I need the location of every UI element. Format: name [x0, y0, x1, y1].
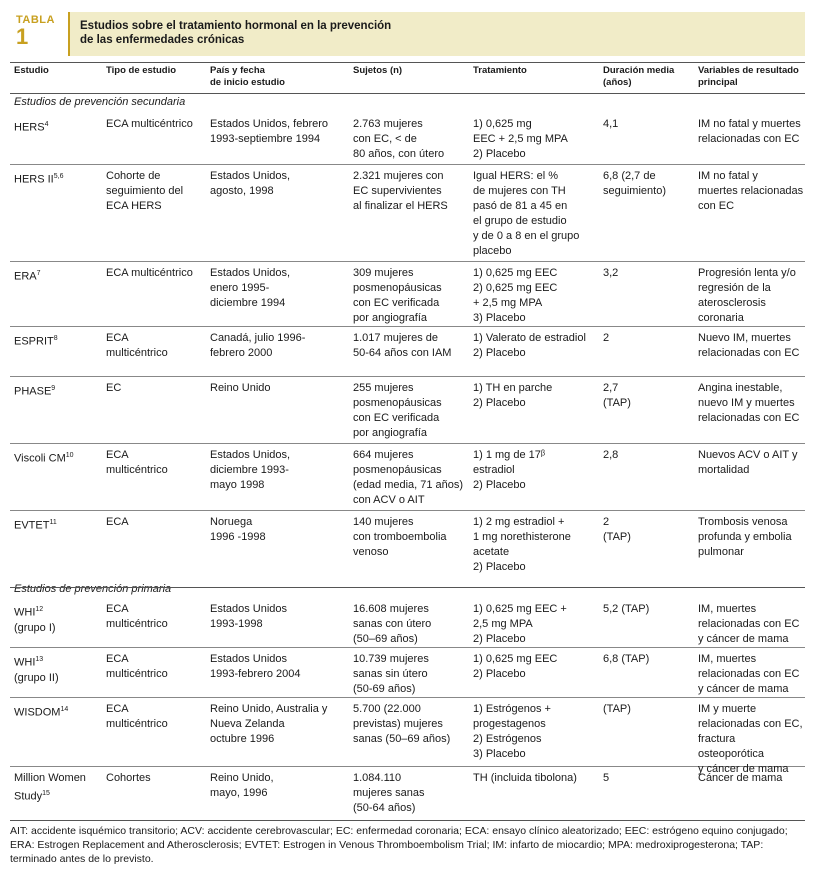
cell-sujetos: 1.017 mujeres de 50-64 años con IAM	[353, 332, 452, 359]
cell-pais: Reino Unido, Australia y Nueva Zelanda octubre 1996	[210, 703, 328, 745]
cell-tratamiento: 1) 0,625 mg EEC + 2,5 mg MPA 2) Placebo	[473, 603, 567, 645]
cell-sujetos: 140 mujeres con tromboembolia venoso	[353, 516, 447, 558]
footnote: AIT: accidente isquémico transitorio; ACV: accidente cerebrovascular; EC: enfermedad coronaria; ECA: ensayo clínico aleatorizado; EEC: estrógeno equino conjugado; ERA: Estrogen Replacement and Atherosclerosis; EVTET: Estrogen in Venous Thromboembolism Trial; IM: infarto de miocardio; MPA: medroxiprogesterona; TAP: terminado antes de lo previsto.	[10, 825, 788, 865]
cell-pais: Estados Unidos, enero 1995- diciembre 1994	[210, 267, 291, 309]
cell-tratamiento: Igual HERS: el % de mujeres con TH pasó de 81 a 45 en el grupo de estudio y de 0 a 8 en el grupo placebo	[473, 170, 580, 257]
study-name: WISDOM	[14, 706, 61, 719]
col-variables: Variables de resultado principal	[698, 65, 799, 88]
cell-tipo: ECA multicéntrico	[106, 118, 193, 130]
table-row	[10, 597, 805, 648]
cell-sujetos: 309 mujeres posmenopáusicas con EC verificada por angiografía	[353, 267, 442, 324]
cell-pais: Noruega 1996 -1998	[210, 516, 266, 543]
cell-sujetos: 2.321 mujeres con EC supervivientes al finalizar el HERS	[353, 170, 448, 212]
cell-pais: Estados Unidos 1993-febrero 2004	[210, 653, 301, 680]
section-primary: Estudios de prevención primaria	[14, 583, 172, 595]
cell-duracion: 5	[603, 772, 610, 784]
cell-pais: Estados Unidos 1993-1998	[210, 603, 288, 630]
cell-tratamiento: 1) 0,625 mg EEC + 2,5 mg MPA 2) Placebo	[473, 118, 568, 160]
study-ref: 7	[36, 270, 41, 277]
study-name: EVTET	[14, 519, 50, 532]
cell-tipo: EC	[106, 382, 122, 394]
table-title-line1: Estudios sobre el tratamiento hormonal en la prevención	[80, 20, 392, 32]
study-ref: 14	[60, 706, 69, 713]
cell-variables: Trombosis venosa profunda y embolia pulmonar	[698, 516, 792, 558]
table-row	[10, 112, 805, 165]
cell-tipo: Cohorte de seguimiento del ECA HERS	[106, 170, 184, 212]
study-name: WHI	[14, 656, 36, 669]
study-ref: 11	[49, 519, 57, 526]
cell-pais: Reino Unido, mayo, 1996	[210, 772, 274, 799]
cell-tratamiento: 1) 2 mg estradiol + 1 mg norethisterone acetate 2) Placebo	[473, 516, 571, 573]
study-name: Million Women Study	[14, 772, 86, 803]
cell-pais: Estados Unidos, febrero 1993-septiembre 1994	[210, 118, 329, 145]
cell-sujetos: 10.739 mujeres sanas sin útero (50-69 años)	[353, 653, 429, 695]
cell-tratamiento: TH (incluida tibolona)	[473, 772, 577, 784]
study-group: (grupo I)	[14, 621, 56, 634]
table-label-text: TABLA	[16, 14, 55, 26]
column-headers	[10, 62, 805, 94]
cell-sujetos: 2.763 mujeres con EC, < de 80 años, con útero	[353, 118, 445, 160]
table-row	[10, 164, 805, 262]
table-row	[10, 326, 805, 377]
table-row	[10, 510, 805, 588]
cell-tratamiento: 1) 1 mg de 17ᵝ estradiol 2) Placebo	[473, 449, 546, 491]
cell-variables: IM, muertes relacionadas con EC y cáncer de mama	[698, 653, 800, 695]
cell-variables: IM no fatal y muertes relacionadas con EC	[698, 118, 801, 145]
table-row	[10, 647, 805, 698]
study-ref: 8	[53, 335, 58, 342]
cell-tipo: Cohortes	[106, 772, 151, 784]
cell-duracion: 6,8 (TAP)	[603, 653, 650, 665]
study-name: HERS II	[14, 173, 54, 186]
study-ref: 13	[35, 656, 44, 663]
study-ref: 4	[44, 121, 49, 128]
cell-tipo: ECA multicéntrico	[106, 449, 168, 476]
cell-tipo: ECA	[106, 516, 129, 528]
cell-variables: Angina inestable, nuevo IM y muertes relacionadas con EC	[698, 382, 800, 424]
study-name: HERS	[14, 121, 45, 134]
cell-pais: Canadá, julio 1996- febrero 2000	[210, 332, 306, 359]
study-ref: 10	[65, 452, 74, 459]
study-name: Viscoli CM	[14, 452, 66, 465]
cell-tratamiento: 1) Valerato de estradiol 2) Placebo	[473, 332, 586, 359]
cell-duracion: 2	[603, 332, 610, 344]
table-row	[10, 766, 805, 821]
table-label	[10, 12, 68, 56]
cell-tratamiento: 1) TH en parche 2) Placebo	[473, 382, 553, 409]
cell-sujetos: 255 mujeres posmenopáusicas con EC verificada por angiografía	[353, 382, 442, 439]
cell-tipo: ECA multicéntrico	[106, 332, 168, 359]
cell-variables: Nuevo IM, muertes relacionadas con EC	[698, 332, 800, 359]
col-pais: País y fecha de inicio estudio	[210, 65, 285, 88]
cell-variables: IM y muerte relacionadas con EC, fractura osteoporótica y cáncer de mama	[698, 703, 803, 775]
cell-tipo: ECA multicéntrico	[106, 603, 168, 630]
cell-duracion: 2 (TAP)	[603, 516, 631, 543]
study-ref: 9	[51, 385, 56, 392]
cell-tipo: ECA multicéntrico	[106, 267, 193, 279]
cell-tipo: ECA multicéntrico	[106, 703, 168, 730]
cell-estudio	[14, 515, 100, 534]
study-ref: 5,6	[53, 173, 64, 180]
cell-duracion: 6,8 (2,7 de seguimiento)	[603, 170, 666, 197]
table-row	[10, 261, 805, 327]
cell-estudio	[14, 331, 100, 350]
table-header	[10, 12, 805, 56]
cell-tratamiento: 1) Estrógenos + progestagenos 2) Estrógenos 3) Placebo	[473, 703, 551, 760]
cell-estudio	[14, 702, 100, 721]
cell-duracion: 2,7 (TAP)	[603, 382, 631, 409]
cell-estudio	[14, 169, 100, 188]
cell-duracion: (TAP)	[603, 703, 631, 715]
study-name: ESPRIT	[14, 335, 54, 348]
cell-estudio	[14, 117, 100, 136]
cell-sujetos: 1.084.110 mujeres sanas (50-64 años)	[353, 772, 425, 814]
table-row	[10, 443, 805, 511]
cell-variables: Progresión lenta y/o regresión de la aterosclerosis coronaria	[698, 267, 796, 324]
cell-estudio	[14, 381, 100, 400]
cell-variables: Nuevos ACV o AIT y mortalidad	[698, 449, 798, 476]
col-duracion: Duración media (años)	[603, 65, 675, 88]
table-title	[68, 12, 805, 56]
cell-tratamiento: 1) 0,625 mg EEC 2) 0,625 mg EEC + 2,5 mg MPA 3) Placebo	[473, 267, 558, 324]
cell-estudio	[14, 771, 100, 805]
cell-pais: Estados Unidos, agosto, 1998	[210, 170, 291, 197]
col-tipo: Tipo de estudio	[106, 65, 177, 76]
cell-sujetos: 16.608 mujeres sanas con útero (50–69 años)	[353, 603, 432, 645]
study-name: PHASE	[14, 385, 52, 398]
cell-estudio	[14, 266, 100, 285]
table-row	[10, 697, 805, 775]
cell-pais: Reino Unido	[210, 382, 271, 394]
cell-pais: Estados Unidos, diciembre 1993- mayo 1998	[210, 449, 291, 491]
cell-sujetos: 5.700 (22.000 previstas) mujeres sanas (50–69 años)	[353, 703, 451, 745]
col-estudio: Estudio	[14, 65, 49, 76]
table-number: 1	[16, 24, 29, 49]
section-secondary: Estudios de prevención secundaria	[14, 96, 186, 108]
cell-tratamiento: 1) 0,625 mg EEC 2) Placebo	[473, 653, 558, 680]
table-row	[10, 376, 805, 444]
col-sujetos: Sujetos (n)	[353, 65, 403, 76]
cell-duracion: 5,2 (TAP)	[603, 603, 650, 615]
study-name: ERA	[14, 270, 37, 283]
study-ref: 15	[42, 790, 50, 797]
cell-duracion: 2,8	[603, 449, 619, 461]
cell-estudio	[14, 448, 100, 467]
cell-estudio	[14, 652, 100, 686]
cell-tipo: ECA multicéntrico	[106, 653, 168, 680]
cell-duracion: 3,2	[603, 267, 619, 279]
cell-estudio	[14, 602, 100, 636]
table-title-line2: de las enfermedades crónicas	[80, 34, 245, 46]
cell-sujetos: 664 mujeres posmenopáusicas (edad media, 71 años) con ACV o AIT	[353, 449, 464, 506]
cell-variables: Cáncer de mama	[698, 772, 783, 784]
cell-variables: IM no fatal y muertes relacionadas con EC	[698, 170, 804, 212]
cell-variables: IM, muertes relacionadas con EC y cáncer de mama	[698, 603, 800, 645]
cell-duracion: 4,1	[603, 118, 619, 130]
study-ref: 12	[35, 606, 44, 613]
col-tratamiento: Tratamiento	[473, 65, 527, 76]
study-group: (grupo II)	[14, 671, 59, 684]
study-name: WHI	[14, 606, 36, 619]
